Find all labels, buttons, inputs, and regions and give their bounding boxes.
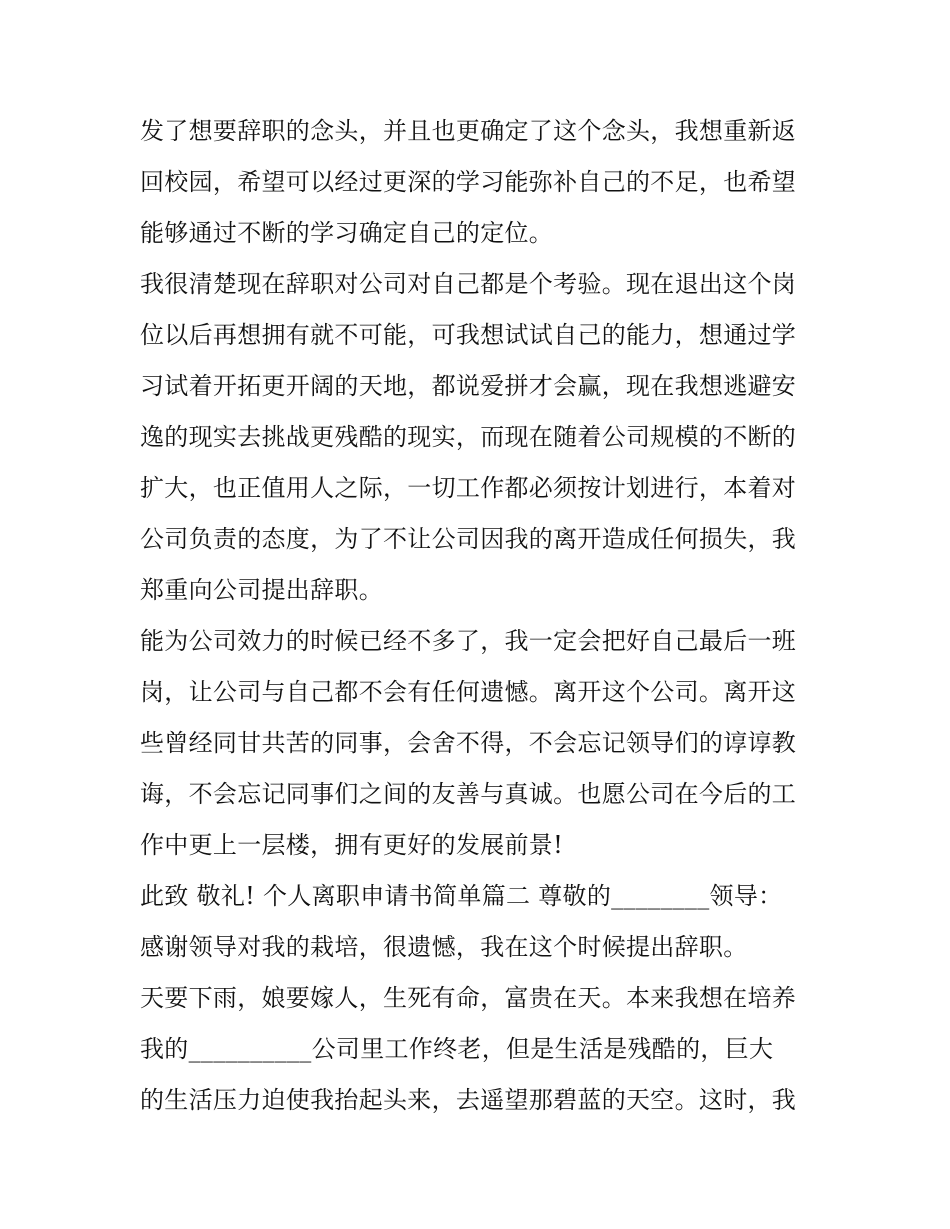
- paragraph-3: [140, 616, 812, 871]
- text-line: 感谢领导对我的栽培，很遗憾，我在这个时候提出辞职。: [140, 933, 748, 961]
- paragraph-2: [140, 259, 812, 616]
- text-line: 发了想要辞职的念头，并且也更确定了这个念头，我想重新返: [140, 117, 797, 145]
- text-line: 诲，不会忘记同事们之间的友善与真诚。也愿公司在今后的工: [140, 780, 797, 808]
- text-line: 能为公司效力的时候已经不多了，我一定会把好自己最后一班: [140, 627, 797, 655]
- paragraph-4: [140, 871, 812, 922]
- text-line: 回校园，希望可以经过更深的学习能弥补自己的不足，也希望: [140, 168, 797, 196]
- paragraph-5: [140, 922, 812, 973]
- text-line: 天要下雨，娘要嫁人，生死有命，富贵在天。本来我想在培养: [140, 984, 797, 1012]
- document-body: [140, 106, 812, 1126]
- text-line: 扩大，也正值用人之际，一切工作都必须按计划进行，本着对: [140, 474, 797, 502]
- paragraph-1: [140, 106, 812, 259]
- text-line: 我很清楚现在辞职对公司对自己都是个考验。现在退出这个岗: [140, 270, 797, 298]
- text-line: 公司负责的态度，为了不让公司因我的离开造成任何损失，我: [140, 525, 797, 553]
- text-line: 作中更上一层楼，拥有更好的发展前景!: [140, 831, 564, 859]
- paragraph-6: [140, 973, 812, 1126]
- text-line: 能够通过不断的学习确定自己的定位。: [140, 219, 554, 247]
- text-line: 岗，让公司与自己都不会有任何遗憾。离开这个公司。离开这: [140, 678, 797, 706]
- text-line: 习试着开拓更开阔的天地，都说爱拼才会赢，现在我想逃避安: [140, 372, 797, 400]
- text-line: 我的__________公司里工作终老，但是生活是残酷的，巨大: [140, 1035, 774, 1063]
- text-line: 逸的现实去挑战更残酷的现实，而现在随着公司规模的不断的: [140, 423, 797, 451]
- text-line: 的生活压力迫使我抬起头来，去遥望那碧蓝的天空。这时，我: [140, 1086, 797, 1114]
- text-line: 此致 敬礼! 个人离职申请书简单篇二 尊敬的________领导：: [140, 882, 783, 910]
- text-line: 些曾经同甘共苦的同事，会舍不得，不会忘记领导们的谆谆教: [140, 729, 797, 757]
- text-line: 郑重向公司提出辞职。: [140, 576, 383, 604]
- text-line: 位以后再想拥有就不可能，可我想试试自己的能力，想通过学: [140, 321, 797, 349]
